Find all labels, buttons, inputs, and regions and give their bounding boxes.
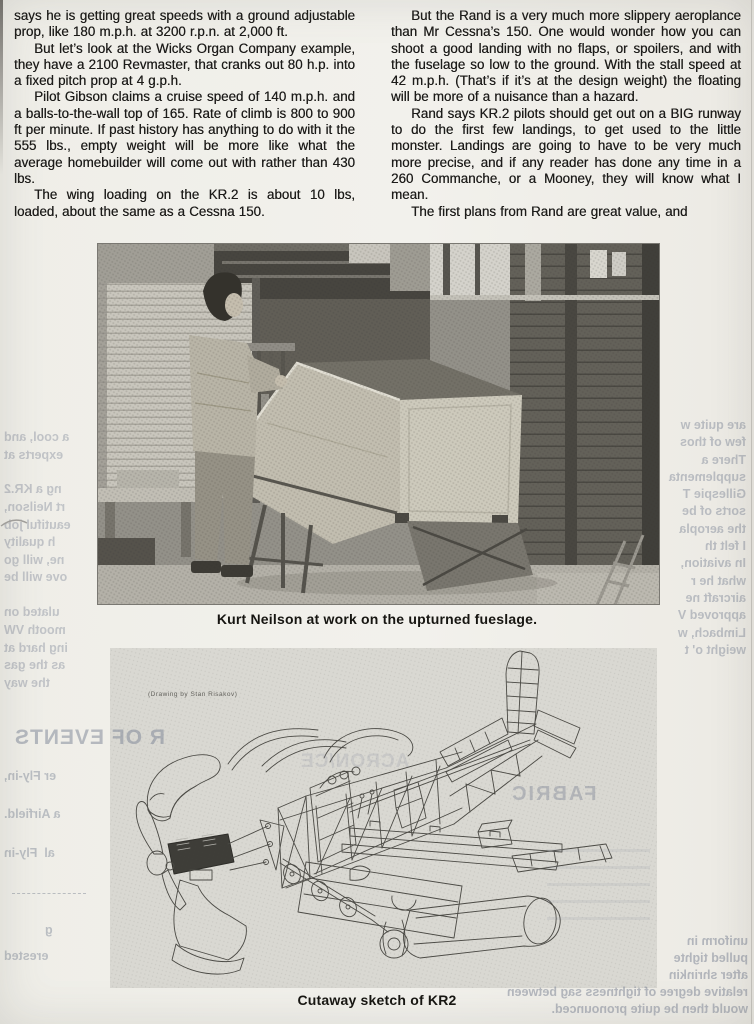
bleedthrough-line: Limbach, w <box>677 625 746 640</box>
scan-edge-artifact-right <box>751 0 752 1024</box>
article-paragraph: But let’s look at the Wicks Organ Company example, they have a 2100 Revmaster, that cranks out 80 h.p. into a fixed pitch prop at 4 g.p.h. <box>14 40 355 89</box>
bleedthrough-line <box>4 587 94 604</box>
bleedthrough-line: as the gas <box>4 658 66 673</box>
article-paragraph: The wing loading on the KR.2 is about 10 lbs, loaded, about the same as a Cessna 150. <box>14 187 355 219</box>
cutaway-drawing <box>110 648 657 988</box>
bleedthrough-line: aircraft ne <box>685 590 746 605</box>
scan-edge-artifact-left <box>0 0 3 175</box>
bleedthrough-line: ove will be <box>4 570 68 585</box>
drawing-caption: Cutaway sketch of KR2 <box>297 992 457 1008</box>
bleedthrough-line: what he r <box>691 573 746 588</box>
bleedthrough-line: ulated on <box>4 605 60 620</box>
article-column-left <box>14 8 355 220</box>
bleedthrough-left-column <box>4 429 94 692</box>
bleedthrough-line: g <box>45 923 53 937</box>
bleedthrough-line: are quite w <box>680 418 746 432</box>
bleedthrough-line: pulled tighte <box>673 951 748 965</box>
bleedthrough-line: I felt th <box>705 539 746 554</box>
bleedthrough-line: rt Neilson, <box>4 500 66 515</box>
bleedthrough-line: weight o' t <box>684 642 746 657</box>
bleedthrough-line: sorts of be <box>682 504 746 519</box>
article-paragraph: But the Rand is a very much more slippery aeroplance than Mr Cessna’s 150. One would wonder how you can shoot a good landing with no flaps, or spoilers, and with the fuselage so low to the ground. With the stall speed at 42 m.p.h. (That’s if it’s at the design weight) the floating will be more of a nuisance than a hazard. <box>391 8 741 105</box>
bleedthrough-dashed-rule <box>12 893 86 894</box>
bleedthrough-line: In aviation, <box>680 556 746 571</box>
bleedthrough-line: the aeropla <box>679 521 746 536</box>
bleedthrough-line: a cool, and <box>4 430 70 444</box>
workshop-photo <box>97 243 660 605</box>
bleedthrough-line: supplementa <box>668 469 746 484</box>
bleedthrough-line: after shrinkin <box>668 968 748 982</box>
bleedthrough-event-line: a Airfield. <box>4 807 61 821</box>
bleedthrough-line: There a <box>701 452 746 467</box>
bleedthrough-line: eautiful job <box>4 517 71 532</box>
article-paragraph: says he is getting great speeds with a ground adjustable prop, like 180 m.p.h. at 3200 r.p.n. at 2,000 ft. <box>14 8 355 40</box>
article-paragraph: The first plans from Rand are great value, and <box>411 203 688 219</box>
bleedthrough-line <box>4 464 94 481</box>
bleedthrough-line: experts at <box>4 447 64 462</box>
cutaway-drawing-image <box>110 648 657 988</box>
bleedthrough-line: approved V <box>677 608 746 623</box>
bleedthrough-line: ing hard at <box>4 640 68 655</box>
article-paragraph: Pilot Gibson claims a cruise speed of 140 m.p.h. and a balls-to-the-wall top of 165. Rate of climb is 800 to 900 ft per minute. If past history has anything to do with it the 555 lbs., empty weight will be more like what the average homebuilder will come out with rather than 430 lbs. <box>14 89 355 186</box>
drawing-credit: (Drawing by Stan Risakov) <box>148 691 238 698</box>
bleedthrough-line: few of thos <box>680 435 746 450</box>
bleedthrough-line: relative degree of tightness sag between <box>506 985 748 999</box>
bleedthrough-line: Gillespie T <box>682 487 746 502</box>
bleedthrough-line: the way <box>4 675 50 690</box>
bleedthrough-line: mooth VW <box>4 622 66 637</box>
scan-scratch-mark <box>0 514 28 530</box>
article-paragraph: Rand says KR.2 pilots should get out on a BIG runway to do the first few landings, to get used to the little monster. Landings are going to have to be very much more precise, and if any reader has done any time in a 260 Commanche, or a Mooney, they will know what I mean. <box>391 105 741 203</box>
bleedthrough-fabric-headline: FABRIC <box>510 783 597 805</box>
article-column-right <box>391 8 741 220</box>
workshop-photo-image <box>97 243 660 605</box>
bleedthrough-events-headline: R OF EVENTS <box>14 726 166 749</box>
bleedthrough-line: ng a KR.2 <box>4 482 62 497</box>
bleedthrough-line: h quality <box>4 535 56 550</box>
bleedthrough-event-line: al Fly-in <box>4 846 55 860</box>
article-body <box>14 8 741 220</box>
bleedthrough-event-line: er Fly-in, <box>4 769 57 783</box>
bleedthrough-line: would then be quite pronounced. <box>551 1002 748 1016</box>
bleedthrough-line: ne, will go <box>4 552 65 567</box>
bleedthrough-line: erested <box>4 949 49 963</box>
photo-caption: Kurt Neilson at work on the upturned fueslage. <box>216 611 538 627</box>
bleedthrough-line: uniform in <box>686 934 748 948</box>
